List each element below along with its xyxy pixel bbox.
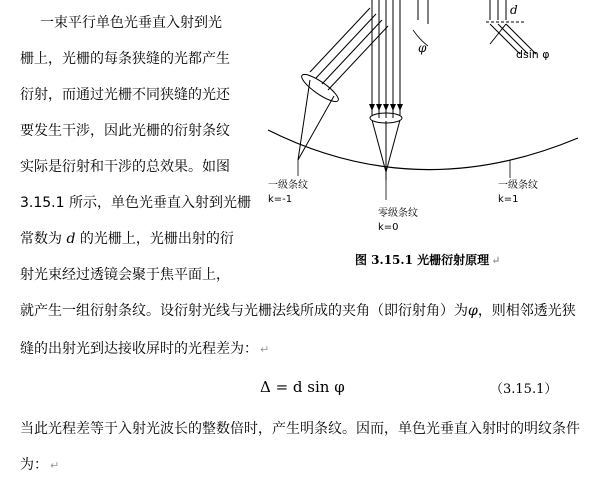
arrowheads bbox=[369, 104, 403, 111]
text-line-6: 3.15.1 所示，单色光垂直入射到光栅 bbox=[20, 195, 251, 211]
text-line-11: 当此光程差等于入射光波长的整数倍时，产生明条纹。因而，单色光垂直入射时的明纹条件 bbox=[20, 421, 580, 437]
zero-order-cone bbox=[372, 120, 400, 180]
text-line-4: 要发生干涉，因此光栅的衍射条纹 bbox=[20, 123, 230, 139]
figure-caption: 图 3.15.1 光栅衍射原理 ↵ bbox=[355, 253, 501, 267]
angle-phi-label: φ bbox=[418, 41, 427, 55]
right-order-label: 一级条纹 bbox=[498, 180, 538, 191]
paragraph-mark: ↵ bbox=[50, 459, 60, 472]
paragraph-mark: ↵ bbox=[260, 343, 270, 356]
text-line-3: 衍射，而通过光栅不同狭缝的光还 bbox=[20, 87, 230, 103]
left-diffracted-beam bbox=[298, 8, 388, 160]
right-k-label: k=1 bbox=[498, 194, 519, 205]
text-line-1: 一束平行单色光垂直入射到光 bbox=[40, 15, 222, 31]
equation-number: （3.15.1） bbox=[490, 382, 558, 397]
text-line-7: 常数为 d 的光栅上，光栅出射的衍 bbox=[20, 231, 234, 247]
dsin-phi-label: dsin φ bbox=[516, 48, 550, 61]
equation: Δ = d sin φ bbox=[260, 378, 345, 396]
zero-k-label: k=0 bbox=[378, 222, 399, 233]
symbol-d: d bbox=[66, 231, 76, 247]
text-line-10: 缝的出射光到达接收屏时的光程差为： ↵ bbox=[20, 341, 270, 357]
zero-order-label: 零级条纹 bbox=[378, 208, 418, 219]
left-k-label: k=-1 bbox=[268, 194, 293, 205]
text-line-2: 栅上，光栅的每条狭缝的光都产生 bbox=[20, 51, 230, 67]
screen-arc bbox=[268, 130, 578, 170]
incident-rays bbox=[372, 0, 400, 118]
symbol-phi: φ bbox=[468, 303, 478, 319]
left-order-label: 一级条纹 bbox=[268, 180, 308, 191]
text-line-9: 就产生一组衍射条纹。设衍射光线与光栅法线所成的夹角（即衍射角）为φ，则相邻透光狭 bbox=[20, 303, 576, 319]
right-rays bbox=[418, 0, 536, 54]
d-label: d bbox=[510, 3, 518, 17]
text-line-12: 为： ↵ bbox=[20, 457, 60, 473]
grating-diagram bbox=[258, 0, 600, 250]
text-line-5: 实际是衍射和干涉的总效果。如图 bbox=[20, 159, 230, 175]
paragraph-mark: ↵ bbox=[491, 254, 501, 267]
text-line-8: 射光束经过透镜会聚于焦平面上， bbox=[20, 267, 230, 283]
